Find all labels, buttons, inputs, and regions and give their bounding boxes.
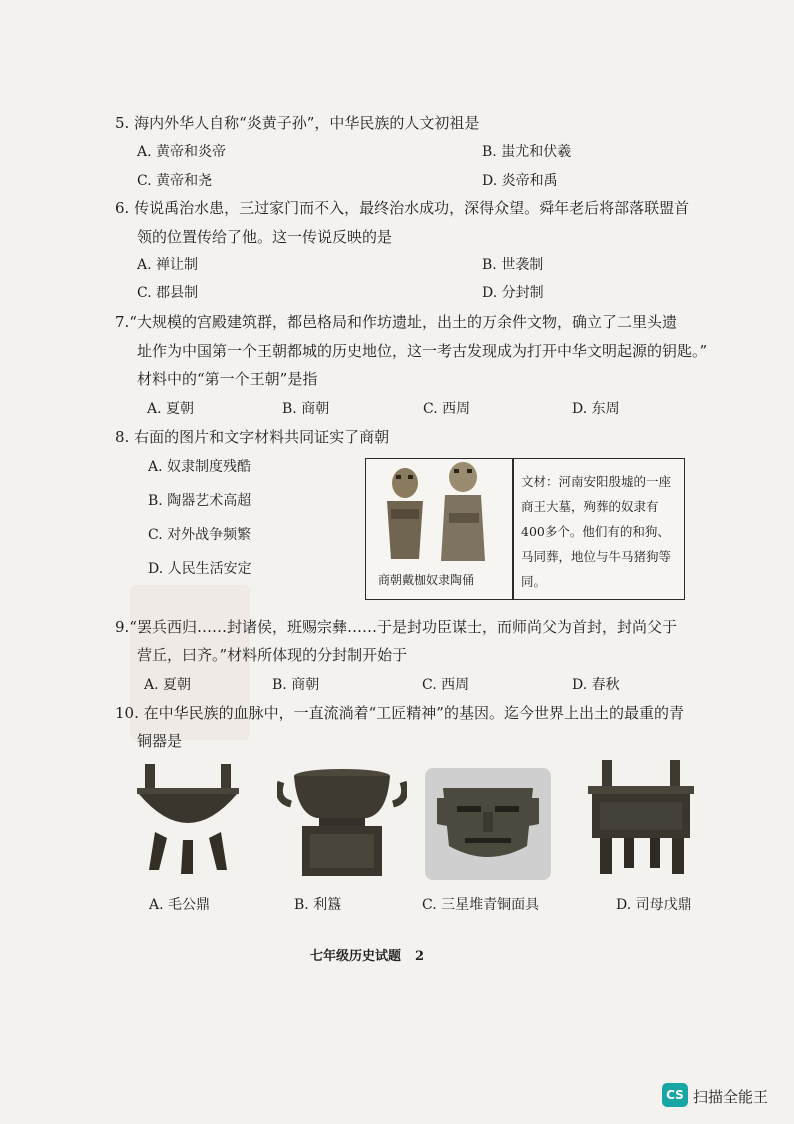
q10-stem-line1: 10. 在中华民族的血脉中，一直流淌着“工匠精神”的基因。迄今世界上出土的最重的青 <box>115 704 684 722</box>
q10-option-d: D. 司母戊鼎 <box>616 897 692 913</box>
q6-option-d: D. 分封制 <box>482 285 544 301</box>
q8-figure <box>365 458 685 600</box>
page-footer <box>310 945 424 964</box>
li-gui-image <box>277 766 407 878</box>
q8-option-d: D. 人民生活安定 <box>148 561 252 577</box>
q9-option-a: A. 夏朝 <box>144 677 192 693</box>
q8-option-b: B. 陶器艺术高超 <box>148 493 252 509</box>
q8-option-c: C. 对外战争频繁 <box>148 527 252 543</box>
footer-title: 七年级历史试题 <box>310 949 402 964</box>
q5-option-c: C. 黄帝和尧 <box>137 173 213 189</box>
q9-option-d: D. 春秋 <box>572 677 620 693</box>
q10-option-b: B. 利簋 <box>294 897 342 913</box>
q8-stem: 8. 右面的图片和文字材料共同证实了商朝 <box>115 428 390 446</box>
q8-figure-caption: 商朝戴枷奴隶陶俑 <box>378 573 475 587</box>
simuwu-ding-image <box>584 760 698 878</box>
q9-option-b: B. 商朝 <box>272 677 320 693</box>
q8-option-a: A. 奴隶制度残酷 <box>148 459 252 475</box>
q7-option-d: D. 东周 <box>572 401 620 417</box>
maogong-ding-image <box>133 762 243 878</box>
q7-stem-line2: 址作为中国第一个王朝都城的历史地位，这一考古发现成为打开中华文明起源的钥匙。” <box>137 342 708 360</box>
q6-option-a: A. 禅让制 <box>137 257 199 273</box>
q5-option-a: A. 黄帝和炎帝 <box>137 144 227 160</box>
q9-option-c: C. 西周 <box>422 677 470 693</box>
q7-stem-line3: 材料中的“第一个王朝”是指 <box>137 370 318 388</box>
q5-stem: 5. 海内外华人自称“炎黄子孙”，中华民族的人文初祖是 <box>115 114 480 132</box>
q9-stem-line1: 9.“罢兵西归……封诸侯，班赐宗彝……于是封功臣谋士，而师尚父为首封，封尚父于 <box>115 618 677 636</box>
q8-figure-text: 文材：河南安阳殷墟的一座商王大墓，殉葬的奴隶有400多个。他们有的和狗、马同葬，地位与牛马猪狗等同。 <box>521 474 672 589</box>
page-number: 2 <box>415 949 425 964</box>
q7-stem-line1: 7.“大规模的宫殿建筑群，都邑格局和作坊遗址，出土的万余件文物，确立了二里头遗 <box>115 313 677 331</box>
figure-divider <box>512 459 514 599</box>
q9-stem-line2: 营丘，曰齐。”材料所体现的分封制开始于 <box>137 646 408 664</box>
q6-option-b: B. 世袭制 <box>482 257 544 273</box>
q6-option-c: C. 郡县制 <box>137 285 199 301</box>
q7-option-b: B. 商朝 <box>282 401 330 417</box>
q5-option-b: B. 蚩尤和伏羲 <box>482 144 572 160</box>
slave-figurines-image <box>369 461 509 567</box>
camscanner-logo-icon: CS <box>662 1083 688 1107</box>
q6-stem-line2: 领的位置传给了他。这一传说反映的是 <box>137 228 393 246</box>
q5-option-d: D. 炎帝和禹 <box>482 173 558 189</box>
q7-option-a: A. 夏朝 <box>147 401 195 417</box>
q10-stem-line2: 铜器是 <box>137 732 183 750</box>
q10-option-a: A. 毛公鼎 <box>149 897 211 913</box>
q6-stem-line1: 6. 传说禹治水患，三过家门而不入，最终治水成功，深得众望。舜年老后将部落联盟首 <box>115 199 690 217</box>
q10-option-c: C. 三星堆青铜面具 <box>422 897 540 913</box>
camscanner-label: 扫描全能王 <box>693 1088 769 1106</box>
sanxingdui-mask-image <box>425 768 551 880</box>
q7-option-c: C. 西周 <box>423 401 471 417</box>
